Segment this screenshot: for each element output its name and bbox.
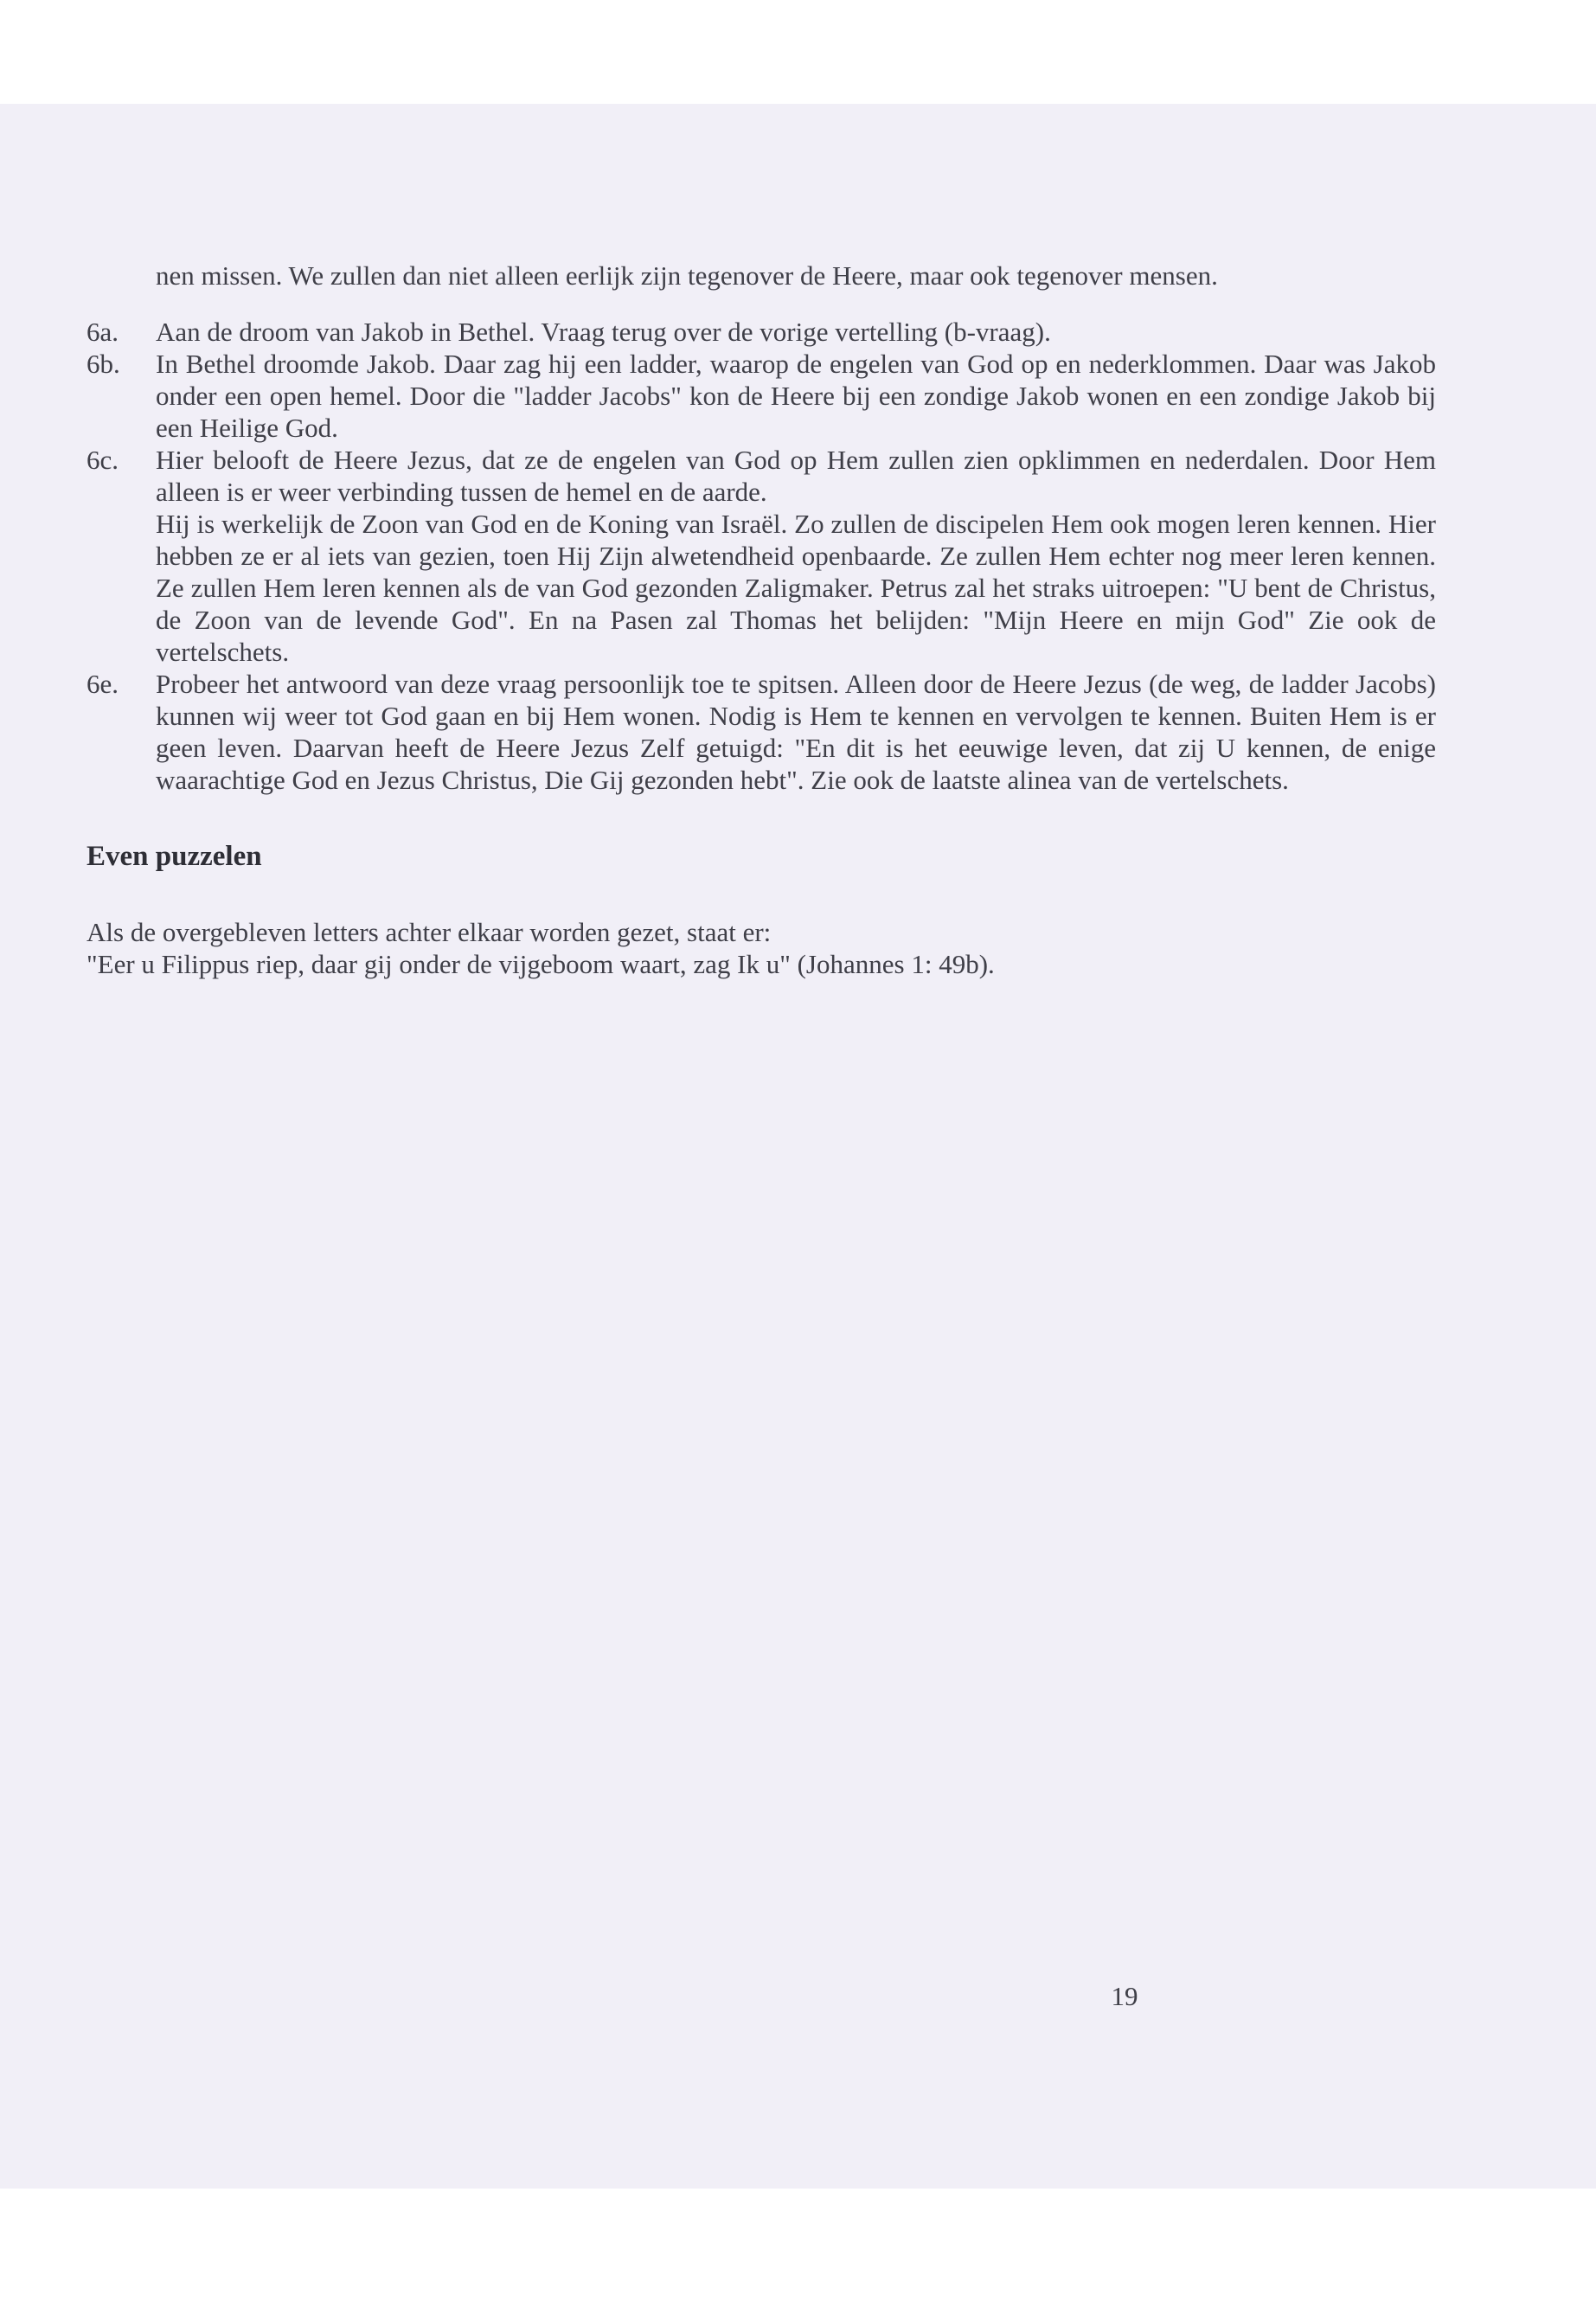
puzzle-line: "Eer u Filippus riep, daar gij onder de vijgeboom waart, zag Ik u" (Johannes 1: 49b). [87,949,995,979]
item-text: Hier belooft de Heere Jezus, dat ze de engelen van God op Hem zullen zien opklimmen en nederdalen. Door Hem alleen is er weer verbinding tussen de hemel en de aarde. [156,445,1436,507]
list-item [87,444,1436,508]
list-item [87,668,1436,796]
item-continuation: Hij is werkelijk de Zoon van God en de Koning van Israël. Zo zullen de discipelen Hem ook mogen leren kennen. Hier hebben ze er al iets van gezien, toen Hij Zijn alwetendheid openbaarde. Ze zullen Hem echter nog meer leren kennen. Ze zullen Hem leren kennen als de van God gezonden Zaligmaker. Petrus zal het straks uitroepen: "U bent de Christus, de Zoon van de levende God". En na Pasen zal Thomas het belijden: "Mijn Heere en mijn God" Zie ook de vertelschets. [156,509,1436,667]
item-text: Aan de droom van Jakob in Bethel. Vraag terug over de vorige vertelling (b-vraag). [156,317,1051,347]
list-item [87,316,1436,348]
page-content [87,260,1436,980]
item-number: 6b. [87,349,120,379]
item-text: Probeer het antwoord van deze vraag persoonlijk toe te spitsen. Alleen door de Heere Jezus (de weg, de ladder Jacobs) kunnen wij weer tot God gaan en bij Hem wonen. Nodig is Hem te kennen en vervolgen te kennen. Buiten Hem is er geen leven. Daarvan heeft de Heere Jezus Zelf getuigd: "En dit is het eeuwige leven, dat zij U kennen, de enige waarachtige God en Jezus Christus, Die Gij gezonden hebt". Zie ook de laatste alinea van de vertelschets. [156,669,1436,795]
item-number: 6c. [87,445,119,475]
intro-paragraph: nen missen. We zullen dan niet alleen eerlijk zijn tegenover de Heere, maar ook tegenover mensen. [156,260,1218,291]
puzzle-line: Als de overgebleven letters achter elkaar worden gezet, staat er: [87,917,772,947]
document-page [0,104,1596,2189]
section-heading: Even puzzelen [87,841,262,872]
puzzle-answer [87,916,1436,980]
item-number: 6e. [87,669,119,699]
item-text: In Bethel droomde Jakob. Daar zag hij een ladder, waarop de engelen van God op en nederklommen. Daar was Jakob onder een open hemel. Door die "ladder Jacobs" kon de Heere bij een zondige Jakob wonen en een zondige Jakob bij een Heilige God. [156,349,1436,443]
answer-list [87,316,1436,796]
list-item [87,348,1436,444]
item-number: 6a. [87,317,119,347]
page-number: 19 [1111,1981,1138,2011]
